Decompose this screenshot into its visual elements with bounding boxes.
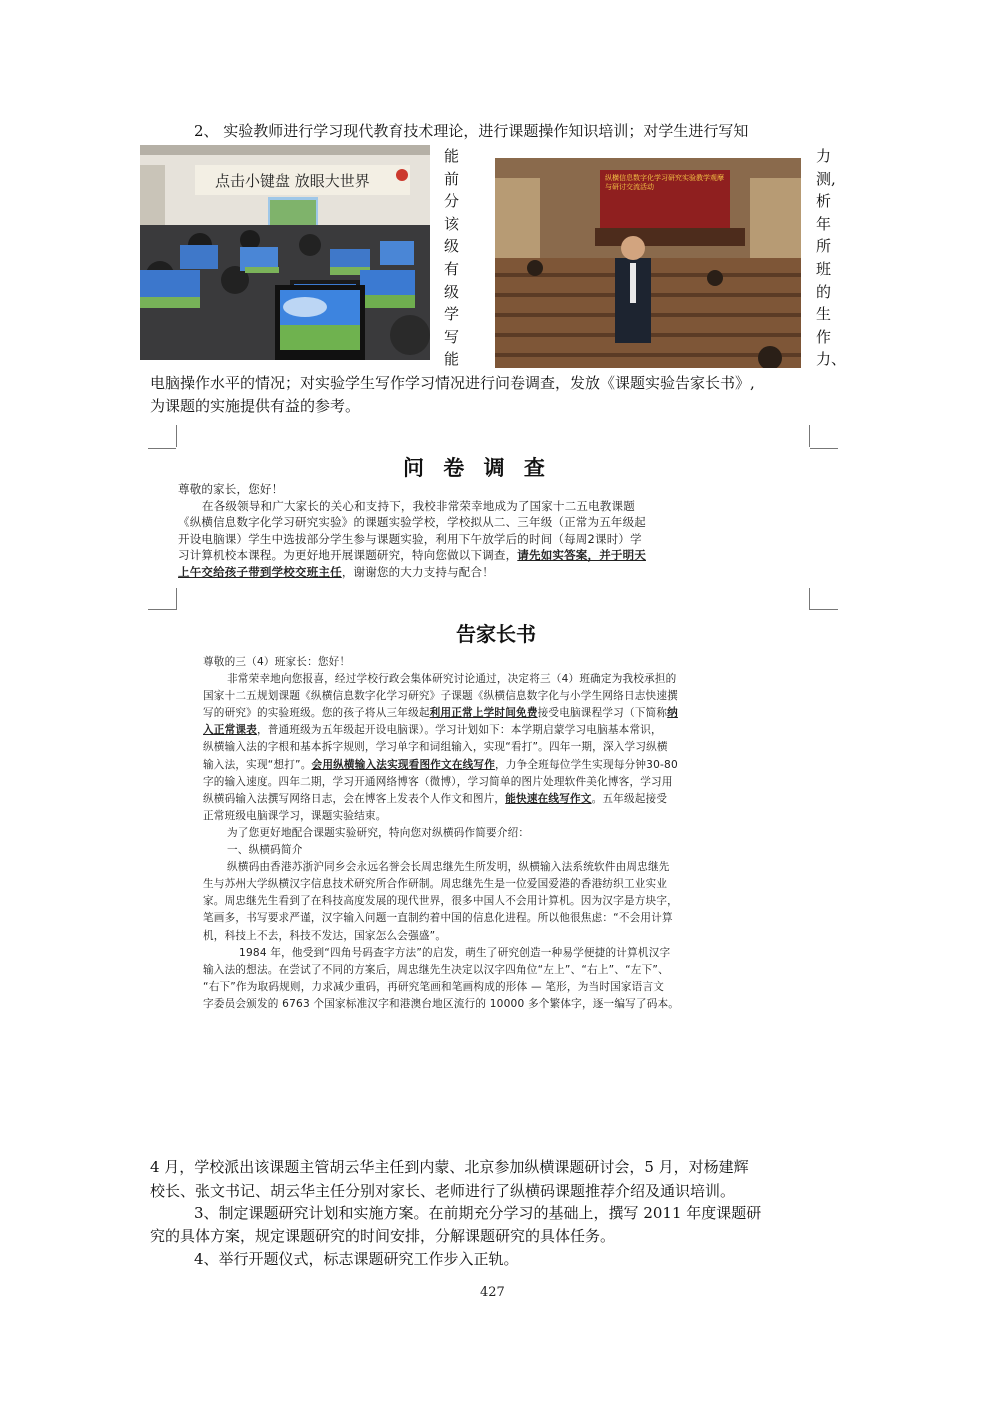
survey-line: 《纵横信息数字化学习研究实验》的课题实验学校，学校拟从二、三年级（正常为五年级起 <box>178 515 646 530</box>
bottom-line: 校长、张文书记、胡云华主任分别对家长、老师进行了纵横码课题推荐介绍及通识培训。 <box>150 1182 736 1200</box>
survey-line-text: 习计算机校本课程。为更好地开展课题研究，特向您做以下调查， <box>178 548 518 563</box>
letter-line <box>203 705 813 722</box>
survey-line: 在各级领导和广大家长的关心和支持下，我校非常荣幸地成为了国家十二五电教课题 <box>202 498 635 513</box>
survey-line: 开设电脑课）学生中选拔部分学生参与课题实验，利用下午放学后的时间（每周2课时）学 <box>178 531 642 546</box>
letter-greeting: 尊敬的三（4）班家长：您好！ <box>203 656 351 668</box>
survey-underlined-request: 上午交给孩子带到学校交班主任 <box>178 564 342 579</box>
crop-mark <box>176 425 177 447</box>
wrap-char: 生 <box>816 305 832 324</box>
crop-mark <box>810 591 838 610</box>
survey-line-text: ，谢谢您的大力支持与配合！ <box>341 564 494 579</box>
letter-line-text: 。五年级起接受 <box>591 792 668 805</box>
wrapped-text-left-column <box>444 145 459 371</box>
crop-mark <box>810 430 838 449</box>
section-2-heading-line: 2、 实验教师进行学习现代教育技术理论，进行课题操作知识培训；对学生进行写知 <box>194 122 749 140</box>
letter-line: 非常荣幸地向您报喜，经过学校行政会集体研究讨论通过，决定将三（4）班确定为我校承担的 <box>227 673 677 686</box>
auditorium-photo <box>495 158 801 368</box>
survey-scan <box>148 425 838 615</box>
letter-section-heading: 一、纵横码简介 <box>227 844 303 857</box>
crop-mark <box>809 588 810 610</box>
wrapped-text-right-column <box>816 145 846 371</box>
wrap-char: 析 <box>816 192 832 211</box>
letter-line: 笔画多，书写要求严谨，汉字输入问题一直制约着中国的信息化进程。所以他很焦虑：“不会用计算 <box>203 912 673 925</box>
letter-line-text: 输入法，实现“想打”。 <box>203 758 312 771</box>
wrap-char: 分 <box>444 192 460 211</box>
letter-line: 字的输入速度。四年二期，学习开通网络博客（微博），学习简单的图片处理软件美化博客，学习用 <box>203 775 673 788</box>
letter-line <box>203 757 813 774</box>
bottom-line: 究的具体方案，规定课题研究的时间安排，分解课题研究的具体任务。 <box>150 1227 616 1245</box>
letter-line-text: 接受电脑课程学习（下简称 <box>537 707 668 720</box>
letter-underlined-text: 会用纵横输入法实现看图作文在线写作 <box>311 758 496 771</box>
letter-line: 正常班级电脑课学习，课题实验结束。 <box>203 809 387 822</box>
letter-line-text: ，普通班级为五年级起开设电脑课）。学习计划如下：本学期启蒙学习电脑基本常识， <box>256 724 662 737</box>
wrap-char: 前 <box>444 169 460 188</box>
letter-underlined-text: 入正常课表 <box>203 724 257 737</box>
wrap-char: 级 <box>444 237 460 256</box>
wrap-char: 有 <box>444 259 460 278</box>
paragraph-line-after-photos: 电脑操作水平的情况；对实验学生写作学习情况进行问卷调查，发放《课题实验告家长书》, <box>150 374 755 392</box>
letter-line-text: 纵横码输入法撰写网络日志，会在博客上发表个人作文和图片， <box>203 792 506 805</box>
crop-mark <box>809 425 810 447</box>
survey-body <box>178 481 818 581</box>
letter-line <box>203 722 813 739</box>
page-number: 427 <box>480 1285 505 1300</box>
wrap-char: 写 <box>444 327 460 346</box>
wrap-char: 班 <box>816 259 832 278</box>
letter-underlined-text: 能快速在线写作文 <box>505 792 592 805</box>
wrap-char: 力 <box>816 147 832 165</box>
letter-line: 国家十二五规划课题《纵横信息数字化学习研究》子课题《纵横信息数字化与小学生网络日志快速撰 <box>203 690 678 703</box>
wrap-char: 该 <box>444 214 460 233</box>
paragraph-last-line: 为课题的实施提供有益的参考。 <box>150 397 361 415</box>
survey-underlined-request: 请先如实答案，并于明天 <box>517 548 646 563</box>
wrap-char: 能 <box>444 350 460 369</box>
letter-line: 生与苏州大学纵横汉字信息技术研究所合作研制。周忠继先生是一位爱国爱港的香港纺织工业实业 <box>203 878 668 891</box>
letter-line: 纵横码由香港苏浙沪同乡会永远名誉会长周忠继先生所发明，纵横输入法系统软件由周忠继先 <box>227 861 670 874</box>
classroom-banner-text: 点击小键盘 放眼大世界 <box>215 172 370 190</box>
survey-line <box>178 547 818 564</box>
letter-line: 1984 年，他受到“四角号码查字方法”的启发，萌生了研究创造一种易学便捷的计算机汉字 <box>239 946 671 959</box>
wrap-char: 的 <box>816 282 832 301</box>
wrap-char: 作 <box>816 327 832 346</box>
letter-line-text: 写的研究》的实验班级。您的孩子将从三年级起 <box>203 707 430 720</box>
computer-lab-photo <box>140 145 430 360</box>
letter-line: 输入法的想法。在尝试了不同的方案后，周忠继先生决定以汉字四角位“左上”、“右上”、“左下”、 <box>203 963 669 976</box>
letter-line: 字委员会颁发的 6763 个国家标准汉字和港澳台地区流行的 10000 多个繁体字，逐一编写了码本。 <box>203 997 680 1010</box>
crop-mark <box>148 430 176 449</box>
wrap-char: 能 <box>444 147 460 165</box>
survey-line <box>178 564 818 581</box>
letter-line: 为了您更好地配合课题实验研究，特向您对纵横码作简要介绍： <box>227 826 530 839</box>
wrap-char: 级 <box>444 282 460 301</box>
letter-line: 家。周忠继先生看到了在科技高度发展的现代世界，很多中国人不会用计算机。因为汉字是方块字， <box>203 895 678 908</box>
crop-mark <box>176 588 177 610</box>
letter-body <box>203 654 813 1013</box>
letter-underlined-text: 纳 <box>667 707 678 720</box>
letter-line <box>203 791 813 808</box>
section-4-heading-line: 4、举行开题仪式，标志课题研究工作步入正轨。 <box>194 1250 519 1268</box>
wrap-char: 力、 <box>816 350 847 369</box>
wrap-char: 学 <box>444 305 460 324</box>
crop-mark <box>148 591 176 610</box>
wrap-char: 年 <box>816 214 832 233</box>
letter-line: 机，科技上不去，科技不发达，国家怎么会强盛”。 <box>203 929 447 942</box>
letter-line-text: ，力争全班每位学生实现每分钟30-80 <box>495 758 678 771</box>
letter-line: 纵横输入法的字根和基本拆字规则，学习单字和词组输入，实现“看打”。四年一期，深入学习纵横 <box>203 741 668 754</box>
letter-line: “右下”作为取码规则，力求减少重码，再研究笔画和笔画构成的形体 — 笔形，为当时国家语言文 <box>203 980 665 993</box>
auditorium-banner-text: 纵横信息数字化学习研究实验教学观摩与研讨交流活动 <box>605 174 724 191</box>
letter-underlined-text: 利用正常上学时间免费 <box>429 707 538 720</box>
survey-greeting: 尊敬的家长，您好！ <box>178 482 284 496</box>
wrap-char: 所 <box>816 237 832 256</box>
wrap-char: 测, <box>816 169 836 188</box>
bottom-line: 4 月，学校派出该课题主管胡云华主任到内蒙、北京参加纵横课题研讨会，5 月，对杨建辉 <box>150 1158 749 1176</box>
survey-title: 问 卷 调 查 <box>403 456 551 480</box>
letter-title: 告家长书 <box>456 622 536 646</box>
section-3-heading-line: 3、制定课题研究计划和实施方案。在前期充分学习的基础上，撰写 2011 年度课题研 <box>194 1204 762 1222</box>
